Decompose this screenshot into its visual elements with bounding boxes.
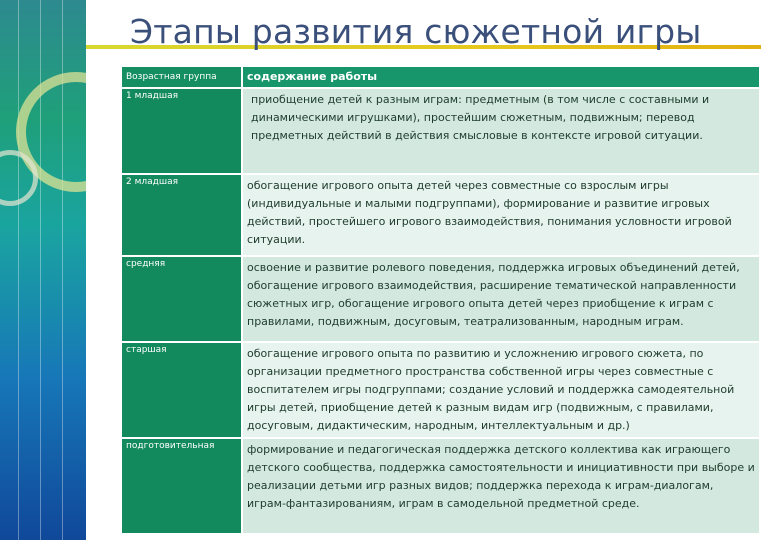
row-content: обогащение игрового опыта детей через совместные со взрослым игры (индивидуальные и малыми подгруппами), формирование и развитие игровых действий, простейшего игрового взаимодействия, понимания условности игровой ситуации.: [243, 175, 759, 255]
header-age-group: Возрастная группа: [122, 67, 241, 87]
table-row: [122, 343, 759, 437]
table-row: [122, 439, 759, 533]
row-content: приобщение детей к разным играм: предметным (в том числе с составными и динамическими игрушками), простейшим сюжетным, подвижным; перевод предметных действий в действия смысловые в контексте игровой ситуации.: [243, 89, 759, 173]
decorative-side-band: [0, 0, 86, 540]
slide-title: Этапы развития сюжетной игры: [130, 12, 702, 51]
table-row: [122, 89, 759, 173]
row-age-group: 2 младшая: [122, 175, 241, 255]
row-age-group: 1 младшая: [122, 89, 241, 173]
row-age-group: подготовительная: [122, 439, 241, 533]
header-content: содержание работы: [243, 67, 759, 87]
table-header-row: [122, 67, 759, 87]
row-age-group: средняя: [122, 257, 241, 341]
table-row: [122, 175, 759, 255]
row-content: обогащение игрового опыта по развитию и усложнению игрового сюжета, по организации предметного пространства собственной игры через совместные с воспитателем игры подгруппами; создание условий и поддержка самодеятельной игры детей, приобщение детей к разным видам игр (подвижным, с правилами, досуговым, дидактическим, народным, интеллектуальным и др.): [243, 343, 759, 437]
row-content: формирование и педагогическая поддержка детского коллектива как играющего детского сообщества, поддержка самостоятельности и инициативности при выборе и реализации детьми игр разных видов; поддержка перехода к играм-диалогам, играм-фантазированиям, играм в самодельной предметной среде.: [243, 439, 759, 533]
stages-table: [122, 67, 759, 533]
row-age-group: старшая: [122, 343, 241, 437]
table-row: [122, 257, 759, 341]
row-content: освоение и развитие ролевого поведения, поддержка игровых объединений детей, обогащение игрового взаимодействия, расширение тематической направленности сюжетных игр, обогащение игрового опыта детей через приобщение к играм с правилами, подвижным, досуговым, театрализованным, народным играм.: [243, 257, 759, 341]
